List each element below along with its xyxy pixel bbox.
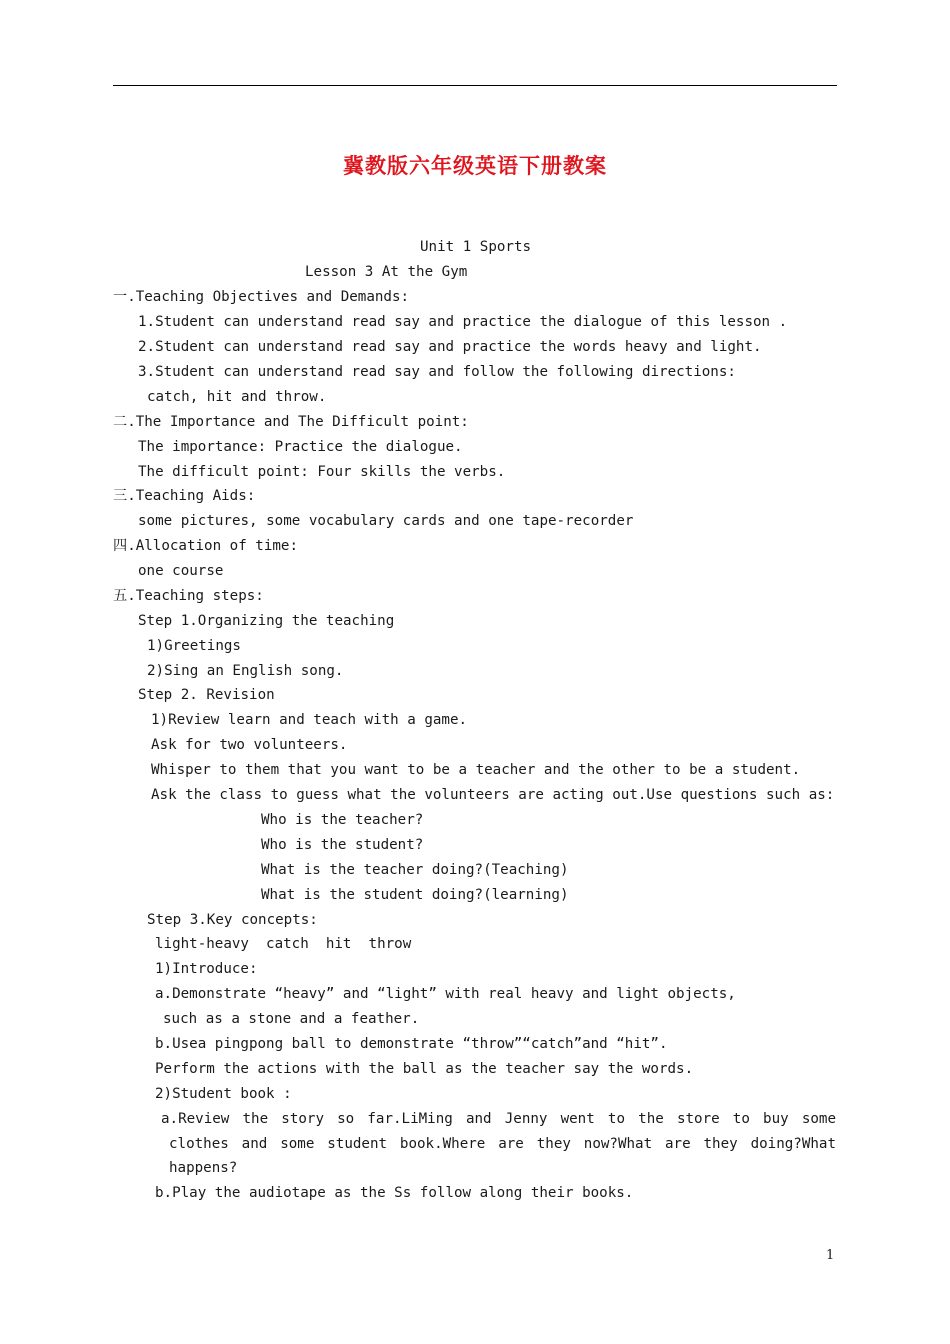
step3-review-line: happens?: [169, 1160, 238, 1176]
step2-question: What is the teacher doing?(Teaching): [261, 862, 569, 878]
step1-item: 1)Greetings: [147, 638, 241, 654]
importance-text: The importance: Practice the dialogue.: [138, 439, 463, 455]
step3-demo-a: a.Demonstrate “heavy” and “light” with real heavy and light objects,: [155, 986, 736, 1002]
difficult-text: The difficult point: Four skills the verbs.: [138, 464, 506, 480]
objective-item: 2.Student can understand read say and practice the words heavy and light.: [138, 339, 762, 355]
objective-item: catch, hit and throw.: [147, 389, 327, 405]
step3-demo-a-cont: such as a stone and a feather.: [163, 1011, 420, 1027]
aids-heading: 三.Teaching Aids:: [113, 488, 256, 504]
unit-heading: Unit 1 Sports: [420, 239, 532, 255]
objectives-heading: 一.Teaching Objectives and Demands:: [113, 289, 410, 305]
allocation-text: one course: [138, 563, 224, 579]
step1-item: 2)Sing an English song.: [147, 663, 344, 679]
step2-question: Who is the student?: [261, 837, 424, 853]
step2-title: Step 2. Revision: [138, 687, 275, 703]
allocation-heading: 四.Allocation of time:: [113, 538, 299, 554]
aids-text: some pictures, some vocabulary cards and one tape-recorder: [138, 513, 634, 529]
lesson-heading: Lesson 3 At the Gym: [305, 264, 468, 280]
step2-line: Ask the class to guess what the volunteers are acting out.Use questions such as:: [151, 787, 835, 803]
step2-line: Whisper to them that you want to be a teacher and the other to be a student.: [151, 762, 801, 778]
page-number: 1: [826, 1248, 835, 1263]
objective-item: 1.Student can understand read say and practice the dialogue of this lesson .: [138, 314, 788, 330]
step3-audiotape: b.Play the audiotape as the Ss follow along their books.: [155, 1185, 634, 1201]
step3-review-line: a.Review the story so far.LiMing and Jenny went to the store to buy some: [161, 1111, 836, 1127]
step3-demo-b-cont: Perform the actions with the ball as the teacher say the words.: [155, 1061, 694, 1077]
step3-review-line: clothes and some student book.Where are they now?What are they doing?What: [169, 1136, 836, 1152]
step3-student-book: 2)Student book :: [155, 1086, 292, 1102]
step1-title: Step 1.Organizing the teaching: [138, 613, 395, 629]
document-title: 冀教版六年级英语下册教案: [343, 154, 607, 178]
importance-heading: 二.The Importance and The Difficult point:: [113, 414, 469, 430]
header-rule: [113, 85, 837, 86]
step3-title: Step 3.Key concepts:: [147, 912, 318, 928]
step3-concepts: light-heavy catch hit throw: [155, 936, 412, 952]
step3-introduce: 1)Introduce:: [155, 961, 258, 977]
step2-line: 1)Review learn and teach with a game.: [151, 712, 468, 728]
step2-question: Who is the teacher?: [261, 812, 424, 828]
objective-item: 3.Student can understand read say and follow the following directions:: [138, 364, 736, 380]
step2-line: Ask for two volunteers.: [151, 737, 348, 753]
steps-heading: 五.Teaching steps:: [113, 588, 264, 604]
step3-demo-b: b.Usea pingpong ball to demonstrate “throw”“catch”and “hit”.: [155, 1036, 668, 1052]
step2-question: What is the student doing?(learning): [261, 887, 569, 903]
